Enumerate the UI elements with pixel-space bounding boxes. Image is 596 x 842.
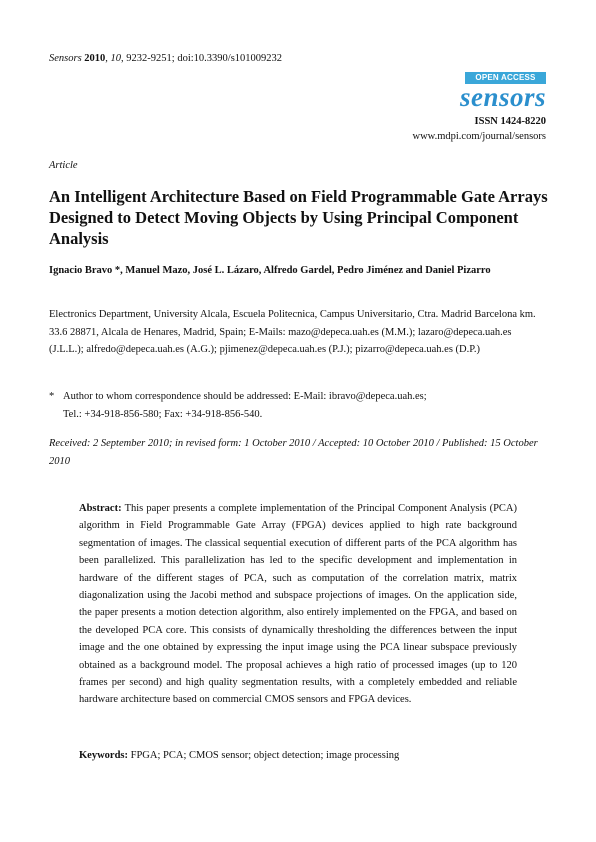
keywords-block (79, 747, 517, 764)
publication-dates: Received: 2 September 2010; in revised form: 1 October 2010 / Accepted: 10 October 2010 / Published: 15 October 2010 (49, 438, 538, 467)
issn-number: ISSN 1424-8220 (474, 116, 546, 127)
paper-title: An Intelligent Architecture Based on Field Programmable Gate Arrays Designed to Detect Moving Objects by Using Principal Component Analysis (49, 187, 548, 248)
citation-volume: 10 (110, 53, 122, 64)
keywords-text: FPGA; PCA; CMOS sensor; object detection; image processing (130, 750, 400, 761)
author-list: Ignacio Bravo *, Manuel Mazo, José L. Lázaro, Alfredo Gardel, Pedro Jiménez and Daniel Pizarro (49, 265, 491, 276)
abstract-block (79, 500, 517, 709)
abstract-text: This paper presents a complete implementation of the Principal Component Analysis (PCA) algorithm in Field Programmable Gate Array (FPGA) devices applied to high rate background segmentation of images. The classical sequential execution of different parts of the PCA algorithm has been parallelized. This parallelization has led to the specific development and implementation in hardware of the different stages of PCA, such as computation of the correlation matrix, matrix diagonalization using the Jacobi method and subspace projections of images. On the application side, the paper presents a motion detection algorithm, also entirely implemented on the FPGA, and based on the developed PCA core. This consists of dynamically thresholding the differences between the input image and the one obtained by expressing the input image using the PCA linear subspace previously obtained as a background model. The proposal achieves a high ratio of processed images (up to 120 frames per second) and high quality segmentation results, with a completely embedded and reliable hardware architecture based on commercial CMOS sensors and FPGA devices. (79, 503, 518, 706)
correspondence-star: * (49, 391, 55, 402)
correspondence-note (49, 388, 547, 423)
citation-year: 2010 (84, 53, 106, 64)
open-access-badge: OPEN ACCESS (465, 72, 546, 84)
journal-logo: sensors (459, 82, 546, 112)
citation-pages-doi: , 9232-9251; doi:10.3390/s101009232 (121, 53, 283, 64)
abstract-label: Abstract: (79, 503, 122, 514)
citation-line: Sensors 2010, 10, 9232-9251; doi:10.3390/s101009232 (49, 53, 283, 64)
citation-journal: Sensors (49, 53, 82, 64)
affiliation-block: Electronics Department, University Alcala, Escuela Politecnica, Campus Universitario, Ctra. Madrid Barcelona km. 33.6 28871, Alcala de Henares, Madrid, Spain; E-Mails: mazo@depeca.uah.es (M.M.); lazaro@depeca.uah.es (J.L.L.); alfredo@depeca.uah.es (A.G.); pjimenez@depeca.uah.es (P.J.); pizarro@depeca.uah.es (D.P.) (49, 309, 536, 355)
correspondence-line-2: Tel.: +34-918-856-580; Fax: +34-918-856-540. (63, 408, 263, 420)
keywords-label: Keywords: (79, 750, 128, 761)
article-type-label: Article (49, 160, 78, 171)
journal-url[interactable]: www.mdpi.com/journal/sensors (412, 131, 546, 142)
correspondence-line-1: Author to whom correspondence should be addressed: E-Mail: ibravo@depeca.uah.es; (63, 391, 427, 402)
